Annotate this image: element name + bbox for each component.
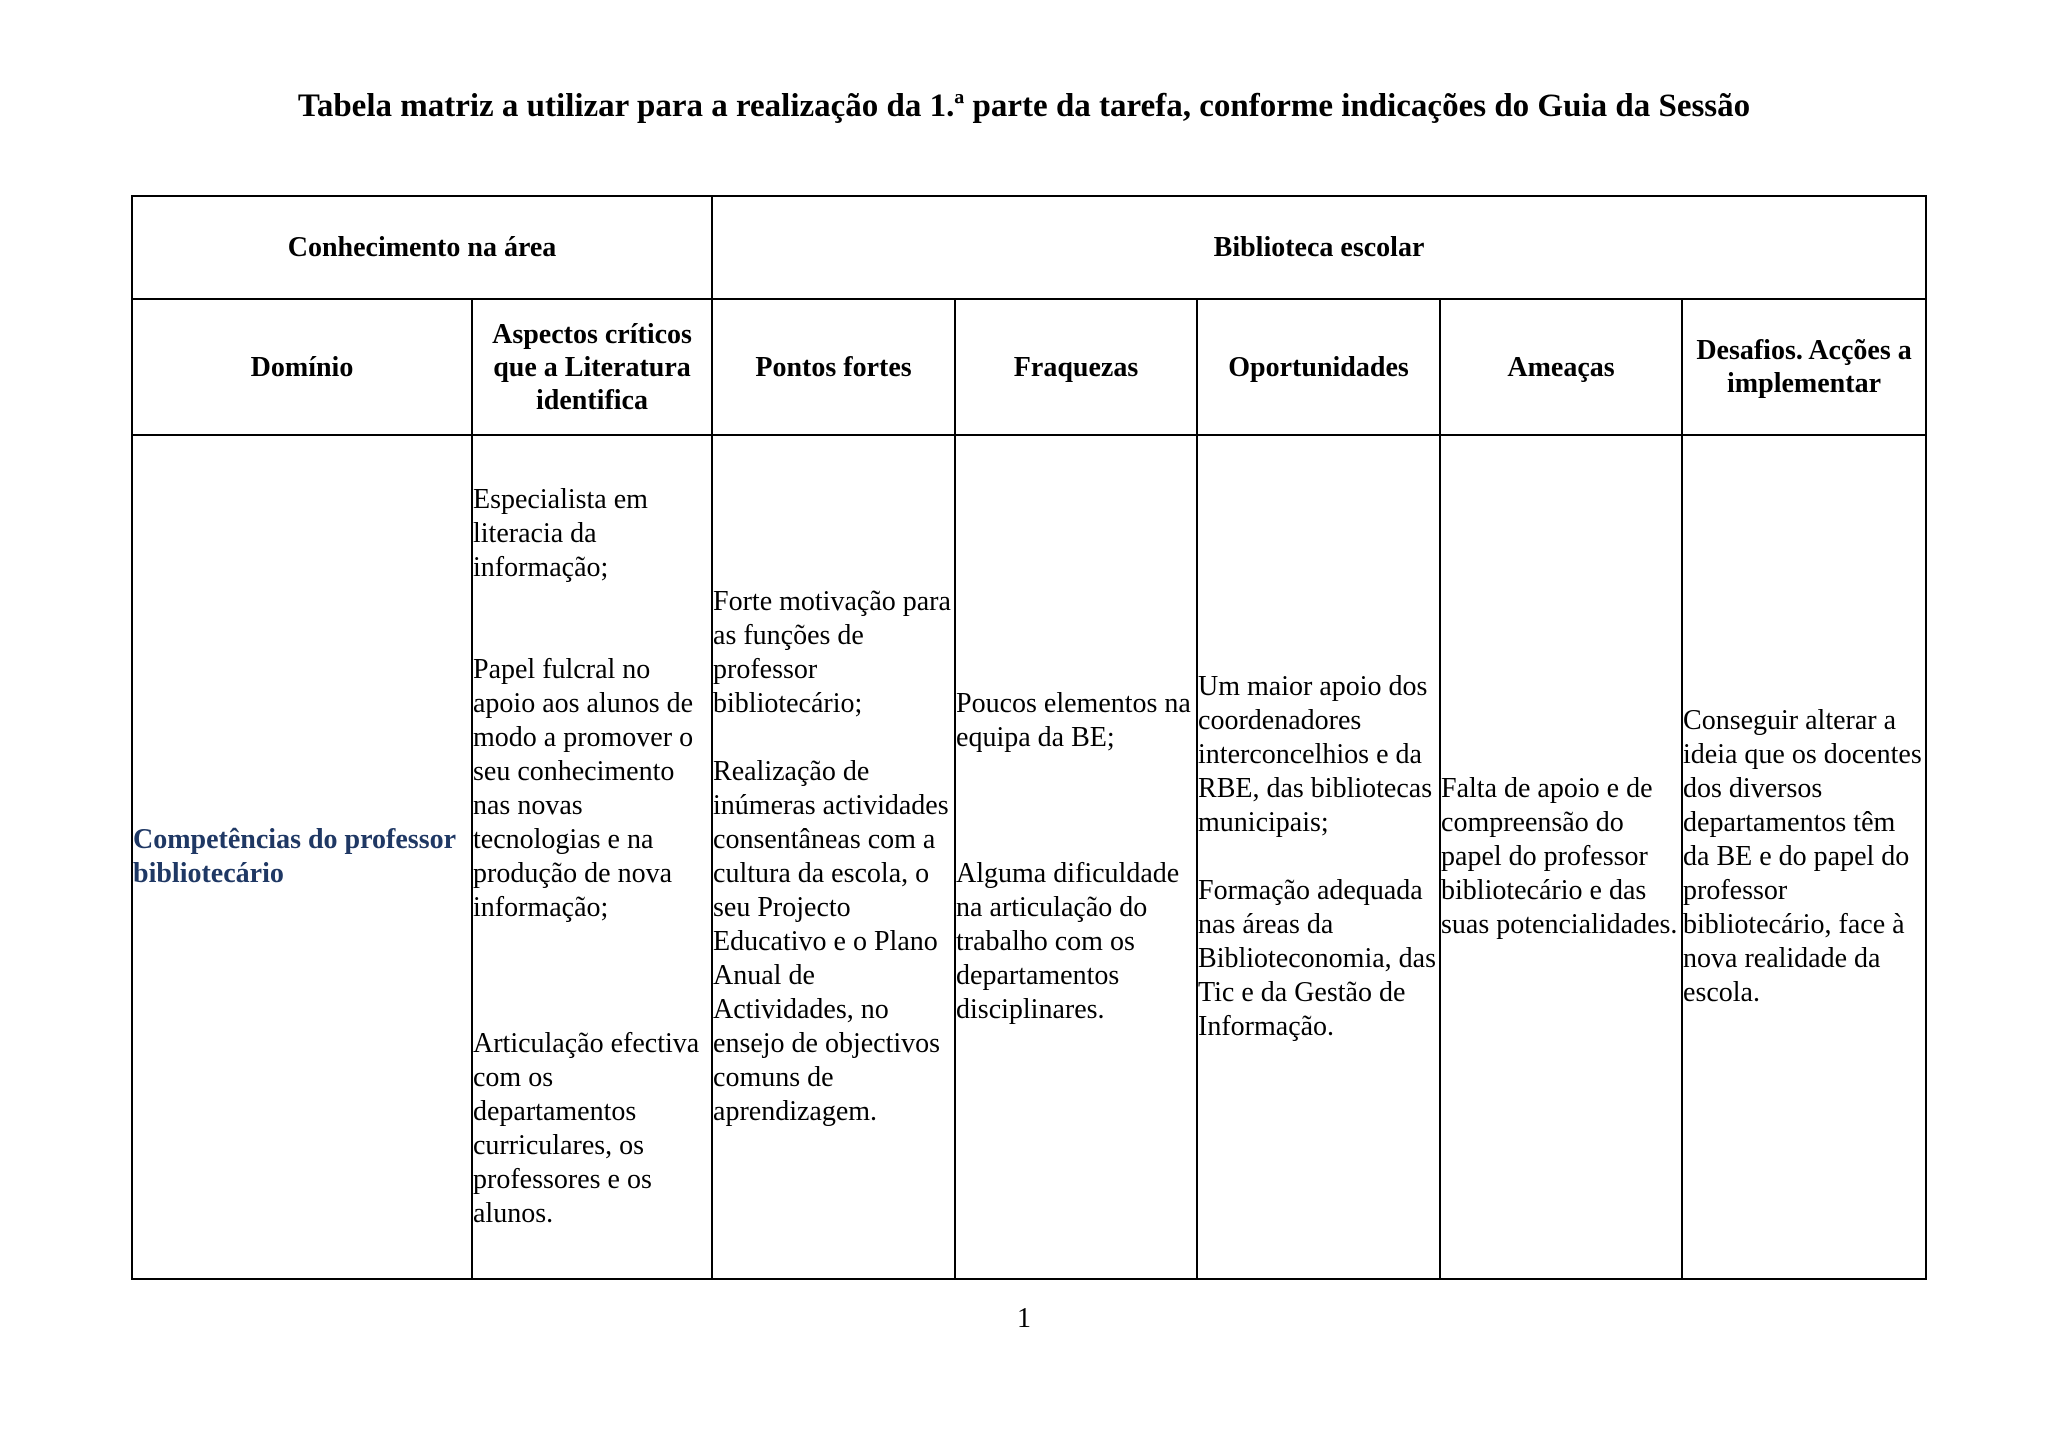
document-title: Tabela matriz a utilizar para a realização da 1.ª parte da tarefa, conforme indicações do Guia da Sessão — [297, 88, 1751, 124]
fraquezas-item: Alguma dificuldade na articulação do trabalho com os departamentos disciplinares. — [956, 858, 1180, 1025]
aspectos-item: Papel fulcral no apoio aos alunos de modo a promover o seu conhecimento nas novas tecnologias e na produção de nova informação; — [473, 654, 694, 923]
pontos-fortes-item: Realização de inúmeras actividades consentâneas com a cultura da escola, o seu Projecto Educativo e o Plano Anual de Actividades, no ensejo de objectivos comuns de aprendizagem. — [713, 756, 949, 1127]
header-pontos-fortes: Pontos fortes — [712, 299, 955, 435]
header-ameacas: Ameaças — [1440, 299, 1682, 435]
header-oportunidades: Oportunidades — [1197, 299, 1440, 435]
header-biblioteca: Biblioteca escolar — [712, 196, 1926, 299]
matrix-table — [131, 195, 1927, 1280]
group-header-row — [132, 196, 1926, 299]
cell-pontos-fortes — [712, 435, 955, 1279]
header-aspectos: Aspectos críticos que a Literatura identifica — [472, 299, 712, 435]
cell-dominio: Competências do professor bibliotecário — [132, 435, 472, 1279]
fraquezas-item: Poucos elementos na equipa da BE; — [956, 688, 1191, 753]
cell-aspectos — [472, 435, 712, 1279]
oportunidades-item: Um maior apoio dos coordenadores interconcelhios e da RBE, das bibliotecas municipais; — [1198, 671, 1433, 838]
aspectos-item: Articulação efectiva com os departamentos curriculares, os professores e os alunos. — [473, 1028, 700, 1229]
oportunidades-item: Formação adequada nas áreas da Biblioteconomia, das Tic e da Gestão de Informação. — [1198, 875, 1436, 1042]
cell-ameacas: Falta de apoio e de compreensão do papel do professor bibliotecário e das suas potencialidades. — [1440, 435, 1682, 1279]
cell-desafios: Conseguir alterar a ideia que os docentes dos diversos departamentos têm da BE e do papel do professor bibliotecário, face à nova realidade da escola. — [1682, 435, 1926, 1279]
aspectos-item: Especialista em literacia da informação; — [473, 484, 648, 583]
cell-fraquezas — [955, 435, 1197, 1279]
cell-oportunidades — [1197, 435, 1440, 1279]
page-number: 1 — [1017, 1303, 1031, 1334]
header-dominio: Domínio — [132, 299, 472, 435]
table-row — [132, 435, 1926, 1279]
pontos-fortes-item: Forte motivação para as funções de professor bibliotecário; — [713, 586, 951, 719]
column-header-row — [132, 299, 1926, 435]
header-fraquezas: Fraquezas — [955, 299, 1197, 435]
header-conhecimento: Conhecimento na área — [132, 196, 712, 299]
header-desafios: Desafios. Acções a implementar — [1682, 299, 1926, 435]
